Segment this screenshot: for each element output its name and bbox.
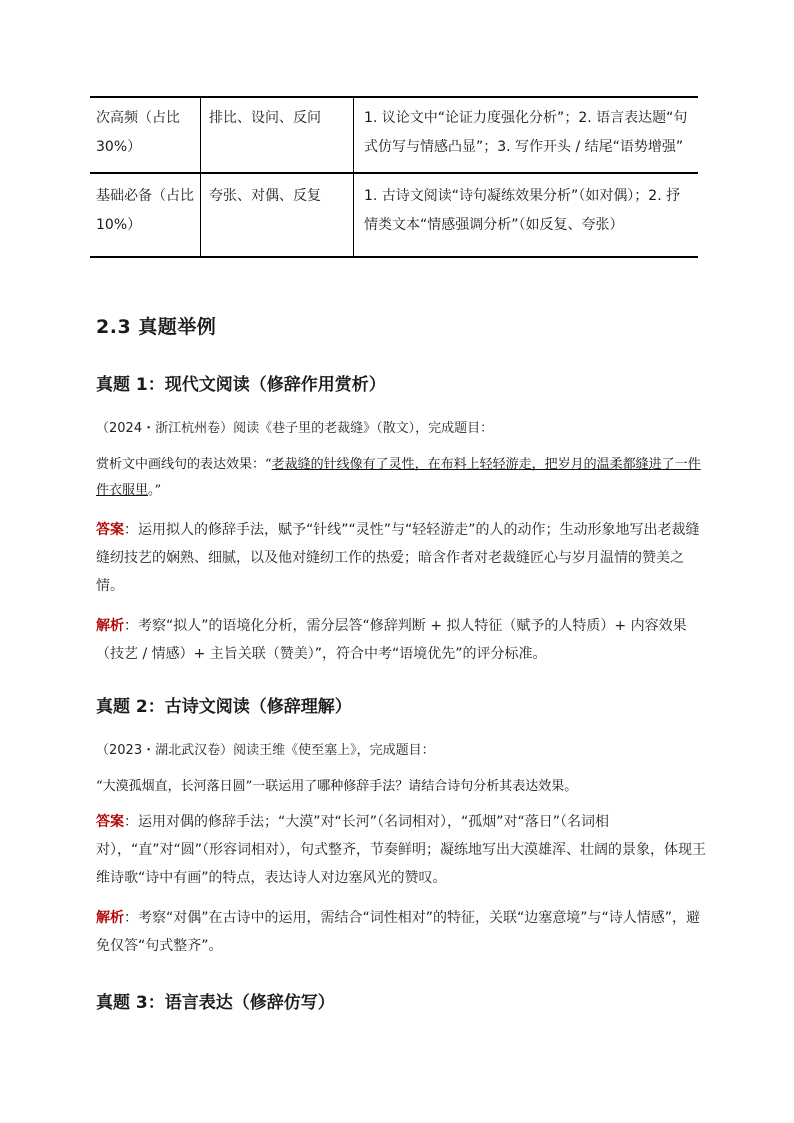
underlined-sentence: 老裁缝的针线像有了灵性，在布料上轻轻游走，把岁月的温柔都缝进了一件件衣服里 bbox=[96, 457, 701, 498]
question-1-answer bbox=[96, 516, 706, 600]
question-2-analysis bbox=[96, 904, 706, 960]
question-2-prompt: “大漠孤烟直，长河落日圆”一联运用了哪种修辞手法？请结合诗句分析其表达效果。 bbox=[96, 779, 578, 794]
answer-text: ：运用拟人的修辞手法，赋予“针线”“灵性”与“轻轻游走”的人的动作；生动形象地写出老裁缝缝纫技艺的娴熟、细腻，以及他对缝纫工作的热爱；暗含作者对老裁缝匠心与岁月温情的赞美之情。 bbox=[96, 522, 700, 594]
question-3-title: 真题 3：语言表达（修辞仿写） bbox=[96, 993, 335, 1013]
table-cell-devices: 夸张、对偶、反复 bbox=[201, 173, 354, 257]
answer-label: 答案 bbox=[96, 522, 124, 538]
table-cell-usage: 1. 议论文中“论证力度强化分析”；2. 语言表达题“句式仿写与情感凸显”；3. 写作开头 / 结尾“语势增强” bbox=[364, 110, 688, 155]
table-cell-level: 基础必备（占比 10%） bbox=[90, 173, 201, 257]
table-row bbox=[90, 97, 698, 173]
prompt-lead: 赏析文中画线句的表达效果：“ bbox=[96, 457, 272, 472]
table-cell-usage: 1. 古诗文阅读“诗句凝练效果分析”（如对偶）；2. 抒情类文本“情感强调分析”（如反复、夸张） bbox=[364, 188, 681, 233]
question-1-source: （2024・浙江杭州卷）阅读《巷子里的老裁缝》（散文），完成题目： bbox=[96, 421, 494, 436]
table-cell-level: 次高频（占比30%） bbox=[90, 97, 201, 173]
section-heading: 2.3 真题举例 bbox=[96, 316, 217, 338]
question-1-analysis bbox=[96, 612, 706, 668]
question-2-title: 真题 2：古诗文阅读（修辞理解） bbox=[96, 697, 352, 717]
analysis-label: 解析 bbox=[96, 618, 124, 634]
answer-text: ：运用对偶的修辞手法；“大漠”对“长河”（名词相对），“孤烟”对“落日”（名词相对），“直”对“圆”（形容词相对），句式整齐，节奏鲜明；凝练地写出大漠雄浑、壮阔的景象，体现王维诗歌“诗中有画”的特点，表达诗人对边塞风光的赞叹。 bbox=[96, 814, 707, 886]
question-2-source: （2023・湖北武汉卷）阅读王维《使至塞上》，完成题目： bbox=[96, 743, 435, 758]
table-cell-devices: 排比、设问、反问 bbox=[201, 97, 354, 173]
question-2-answer bbox=[96, 808, 706, 892]
analysis-text: ：考察“对偶”在古诗中的运用，需结合“词性相对”的特征，关联“边塞意境”与“诗人情感”，避免仅答“句式整齐”。 bbox=[96, 910, 701, 954]
question-1-title: 真题 1：现代文阅读（修辞作用赏析） bbox=[96, 375, 386, 395]
rhetoric-frequency-table bbox=[90, 96, 698, 258]
analysis-text: ：考察“拟人”的语境化分析，需分层答“修辞判断 + 拟人特征（赋予的人特质）+ 内容效果（技艺 / 情感）+ 主旨关联（赞美）”，符合中考“语境优先”的评分标准。 bbox=[96, 618, 687, 662]
answer-label: 答案 bbox=[96, 814, 124, 830]
analysis-label: 解析 bbox=[96, 910, 124, 926]
prompt-tail: 。” bbox=[148, 483, 162, 498]
table-row bbox=[90, 173, 698, 257]
question-1-prompt bbox=[96, 452, 706, 504]
